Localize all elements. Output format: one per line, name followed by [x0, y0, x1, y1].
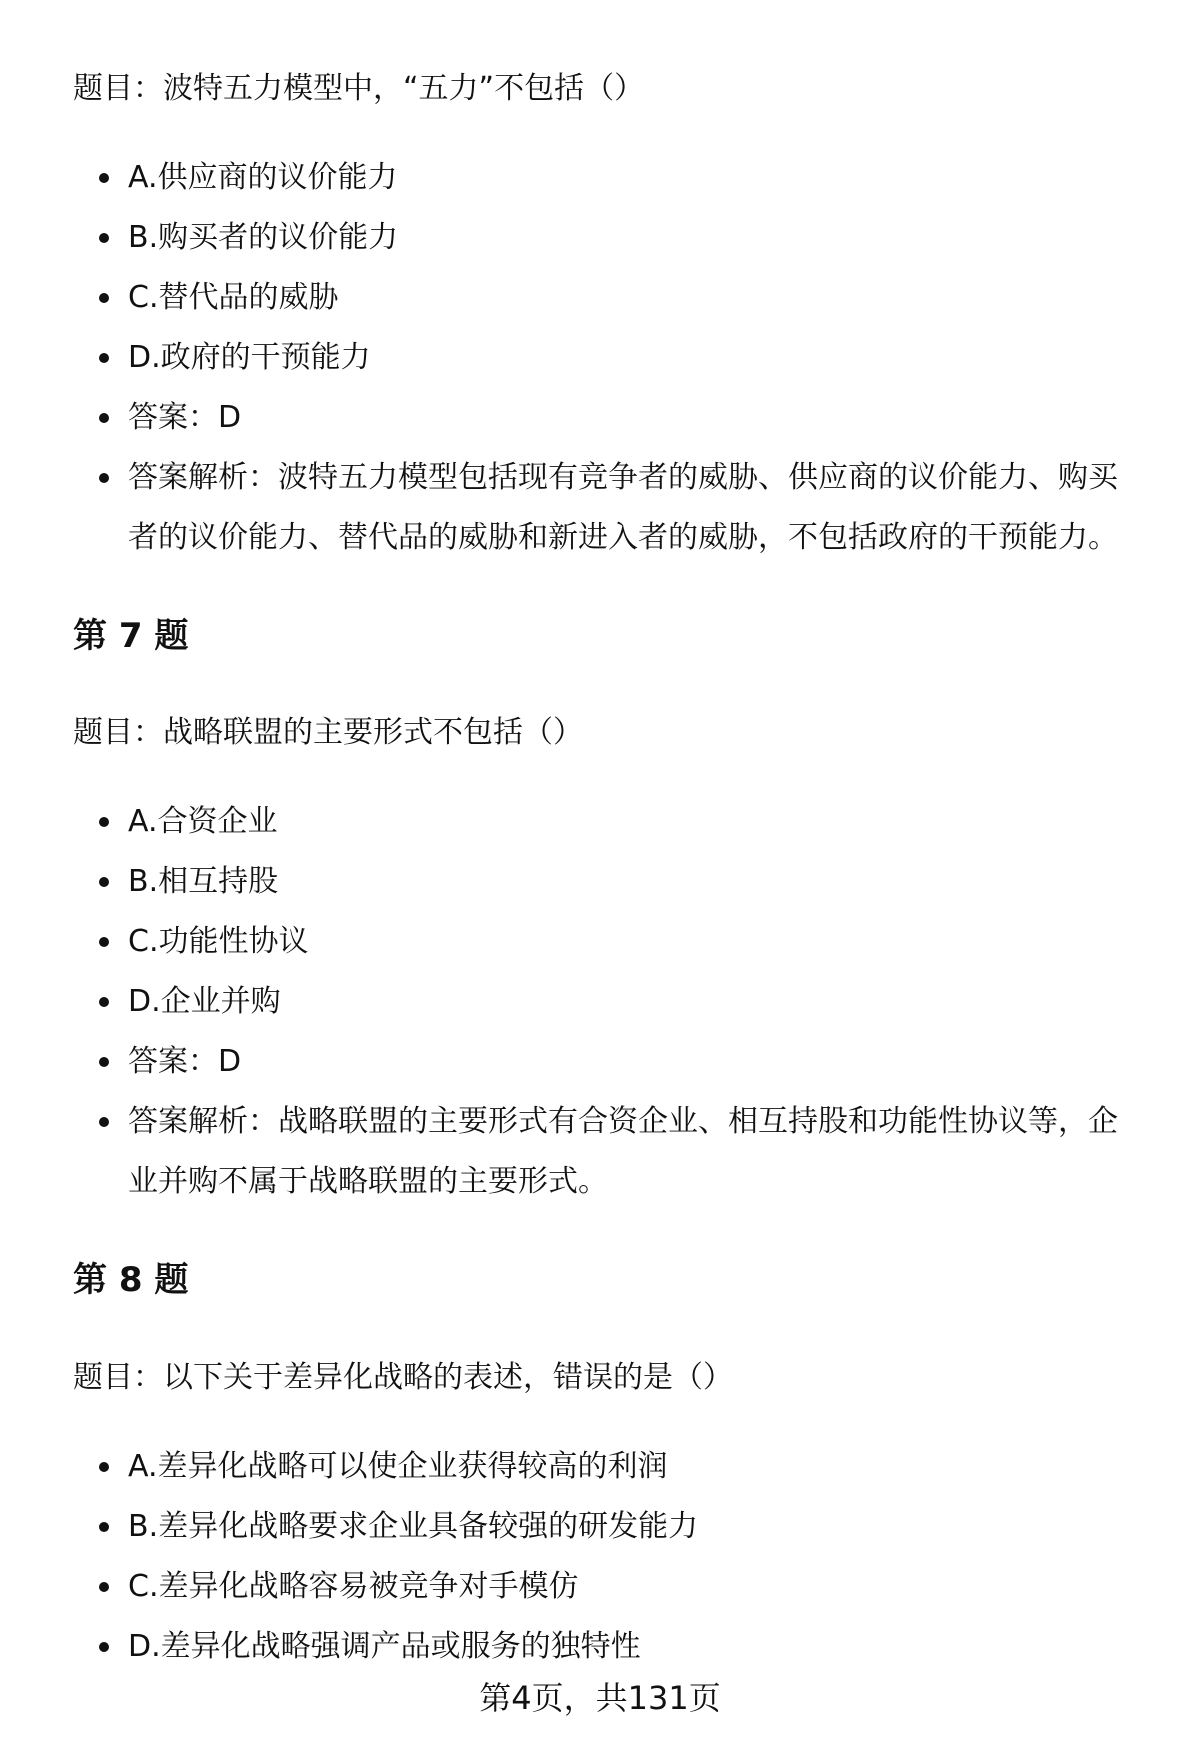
question-7-answer: 答案：D	[0, 1032, 1200, 1092]
page-footer: 第4页，共131页	[479, 1679, 721, 1717]
question-8-heading: 第 8 题	[73, 1260, 189, 1300]
question-8-option-b: B.差异化战略要求企业具备较强的研发能力	[0, 1497, 1200, 1557]
question-8-option-a: A.差异化战略可以使企业获得较高的利润	[0, 1437, 1200, 1497]
question-7-option-c: C.功能性协议	[0, 912, 1200, 972]
question-8-option-c: C.差异化战略容易被竞争对手模仿	[0, 1557, 1200, 1617]
question-6-option-d: D.政府的干预能力	[0, 328, 1200, 388]
question-7-option-b: B.相互持股	[0, 852, 1200, 912]
question-8-option-d: D.差异化战略强调产品或服务的独特性	[0, 1617, 1200, 1677]
question-7-stem: 题目：战略联盟的主要形式不包括（）	[73, 715, 583, 750]
question-8-options	[0, 1437, 1200, 1677]
question-8-stem: 题目：以下关于差异化战略的表述，错误的是（）	[73, 1360, 733, 1395]
question-7-explanation: 答案解析：战略联盟的主要形式有合资企业、相互持股和功能性协议等，企业并购不属于战略联盟的主要形式。	[0, 1092, 1200, 1212]
question-7-heading: 第 7 题	[73, 616, 189, 656]
question-6-answer: 答案：D	[0, 388, 1200, 448]
question-6-option-c: C.替代品的威胁	[0, 268, 1200, 328]
question-6-explanation: 答案解析：波特五力模型包括现有竞争者的威胁、供应商的议价能力、购买者的议价能力、替代品的威胁和新进入者的威胁，不包括政府的干预能力。	[0, 448, 1200, 568]
question-7-option-d: D.企业并购	[0, 972, 1200, 1032]
question-6-option-b: B.购买者的议价能力	[0, 208, 1200, 268]
question-6-option-a: A.供应商的议价能力	[0, 148, 1200, 208]
question-6-options	[0, 148, 1200, 568]
question-7-option-a: A.合资企业	[0, 792, 1200, 852]
question-6-stem: 题目：波特五力模型中，“五力”不包括（）	[73, 71, 645, 106]
question-7-options	[0, 792, 1200, 1212]
